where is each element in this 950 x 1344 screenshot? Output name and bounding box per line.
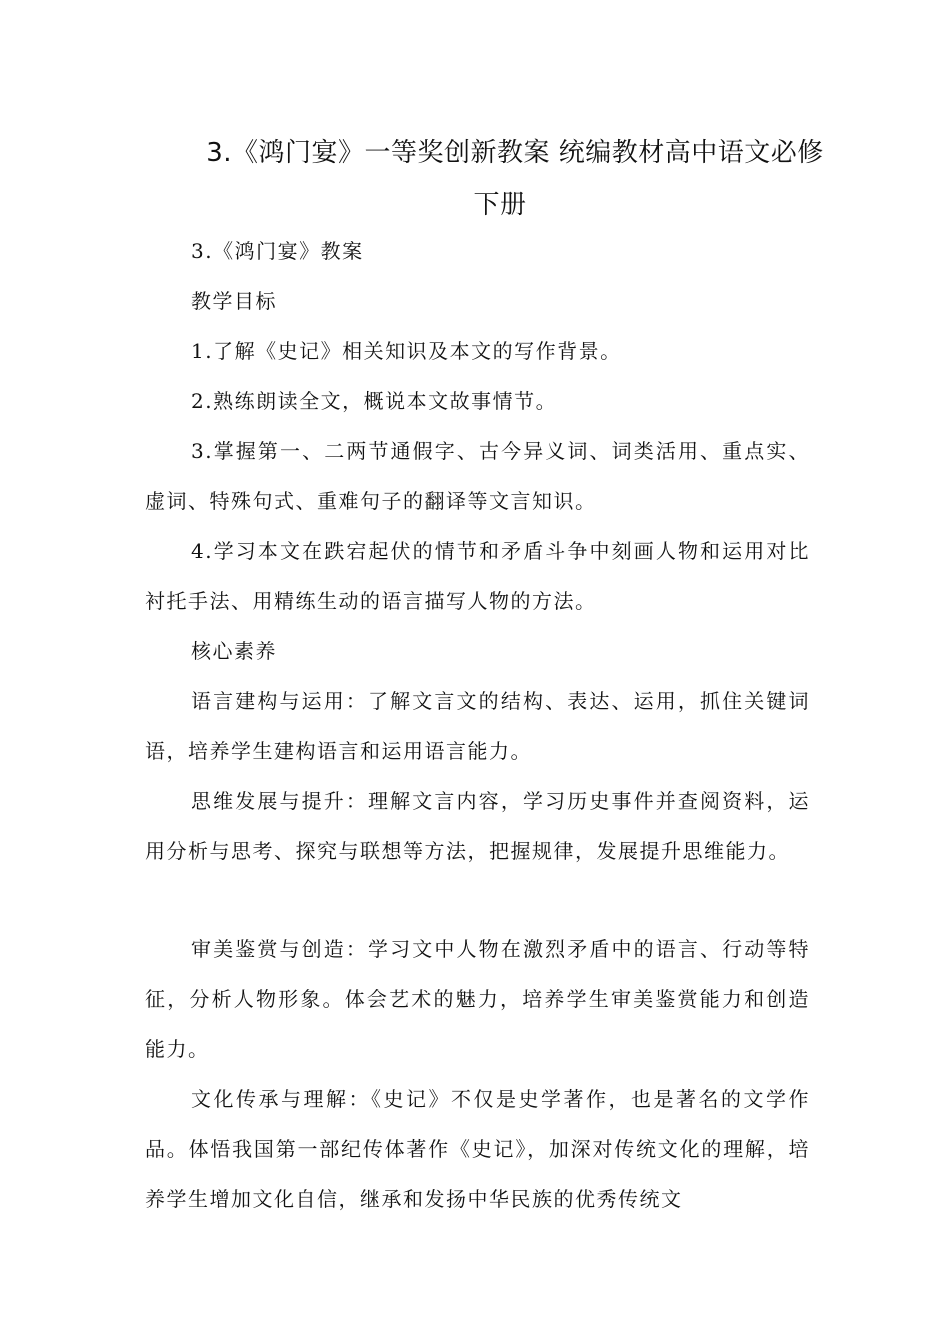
goal-item-3: 3.掌握第一、二两节通假字、古今异义词、词类活用、重点实、虚词、特殊句式、重难句子的翻译等文言知识。 — [145, 439, 810, 513]
core-literacy-aesthetics: 审美鉴赏与创造：学习文中人物在激烈矛盾中的语言、行动等特征，分析人物形象。体会艺术的魅力，培养学生审美鉴赏能力和创造能力。 — [145, 937, 810, 1061]
lesson-plan-heading: 3.《鸿门宴》教案 — [191, 239, 364, 263]
core-literacy-language: 语言建构与运用：了解文言文的结构、表达、运用，抓住关键词语，培养学生建构语言和运用语言能力。 — [145, 689, 810, 763]
section-heading-core-literacy: 核心素养 — [191, 639, 277, 663]
goal-item-4: 4.学习本文在跌宕起伏的情节和矛盾斗争中刻画人物和运用对比衬托手法、用精练生动的语言描写人物的方法。 — [145, 539, 810, 613]
core-literacy-culture: 文化传承与理解：《史记》不仅是史学著作，也是著名的文学作品。体悟我国第一部纪传体著作《史记》，加深对传统文化的理解，培养学生增加文化自信，继承和发扬中华民族的优秀传统文 — [145, 1087, 810, 1211]
document-title-line-1: 3.《鸿门宴》一等奖创新教案 统编教材高中语文必修 — [206, 138, 824, 168]
goal-item-1: 1.了解《史记》相关知识及本文的写作背景。 — [191, 339, 622, 363]
core-literacy-thinking: 思维发展与提升：理解文言内容，学习历史事件并查阅资料，运用分析与思考、探究与联想等方法，把握规律，发展提升思维能力。 — [145, 789, 810, 863]
section-heading-teaching-goals: 教学目标 — [191, 289, 277, 313]
document-title-line-2: 下册 — [473, 190, 527, 220]
goal-item-2: 2.熟练朗读全文，概说本文故事情节。 — [191, 389, 558, 413]
